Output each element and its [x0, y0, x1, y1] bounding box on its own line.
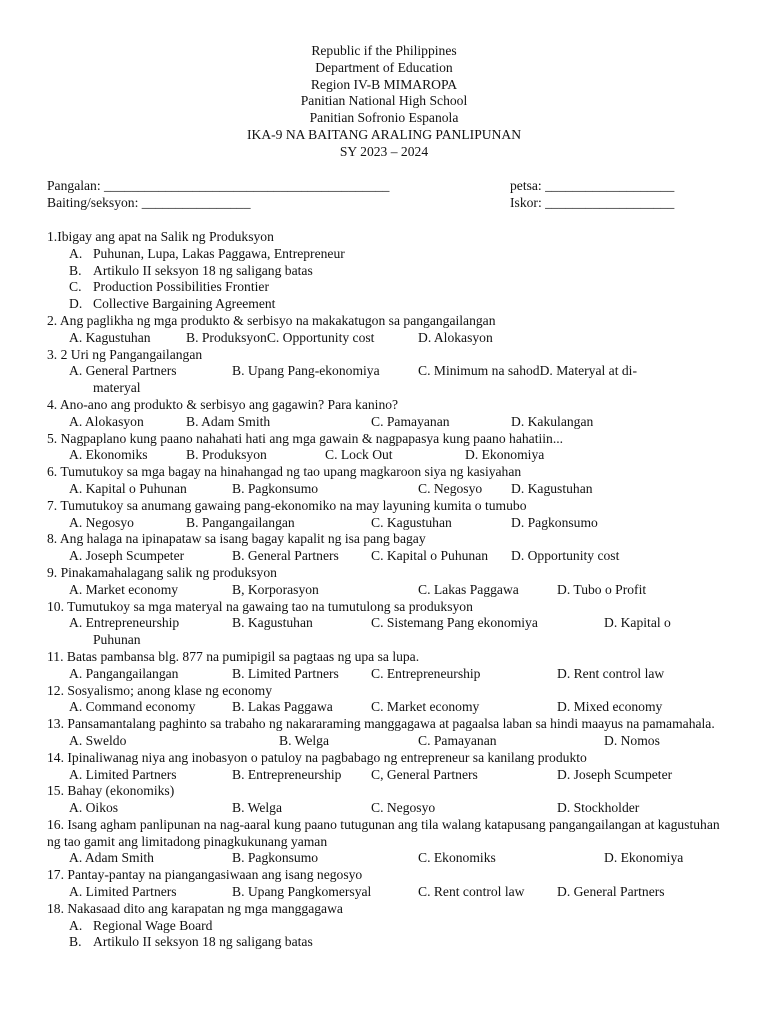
option-a: A. General Partners	[69, 363, 177, 379]
question-12	[47, 683, 727, 717]
option-c-d: C. Minimum na sahodD. Materyal at di-	[418, 363, 637, 379]
option-b: B. Welga	[232, 800, 283, 816]
question-14	[47, 750, 727, 784]
question-16	[47, 817, 727, 867]
document-header	[0, 43, 768, 161]
option-a: A. Limited Partners	[69, 766, 177, 782]
question-text: 12. Sosyalismo; anong klase ng economy	[47, 682, 273, 698]
option-a: A. Kapital o Puhunan	[69, 480, 187, 496]
option-a: A. Market economy	[69, 581, 179, 597]
option-b: B. Upang Pangkomersyal	[232, 884, 372, 900]
option-d: D. General Partners	[557, 884, 665, 900]
option-a: A. Negosyo	[69, 514, 134, 530]
option-c: C. Sistemang Pang ekonomiya	[371, 615, 538, 631]
option-row	[47, 582, 727, 599]
option-d: D. Kakulangan	[511, 413, 594, 429]
option-d: D. Mixed economy	[557, 699, 663, 715]
question-7	[47, 498, 727, 532]
question-text: 5. Nagpaplano kung paano nahahati hati ang mga gawain & nagpapasya kung paano hahatiin...	[47, 430, 564, 446]
option-c: C. Kagustuhan	[371, 514, 452, 530]
option-a: A. Joseph Scumpeter	[69, 548, 185, 564]
option-a: A. Adam Smith	[69, 850, 154, 866]
option-a: A. Limited Partners	[69, 884, 177, 900]
option-a: A. Entrepreneurship	[69, 615, 180, 631]
option-b: B. Limited Partners	[232, 665, 339, 681]
option-b: B. Pagkonsumo	[232, 480, 319, 496]
option-a: A. Kagustuhan	[69, 329, 151, 345]
question-18	[47, 901, 727, 951]
header-line-school-year: SY 2023 – 2024	[339, 143, 429, 159]
option-a: A. Sweldo	[69, 732, 127, 748]
option-b: B. Kagustuhan	[232, 615, 313, 631]
option-a: A. Pangangailangan	[69, 665, 179, 681]
option-b: B. Upang Pang-ekonomiya	[232, 363, 380, 379]
option-b: B. Pagkonsumo	[232, 850, 319, 866]
question-10	[47, 599, 727, 649]
question-text: 8. Ang halaga na ipinapataw sa isang bagay kapalit ng isa pang bagay	[47, 531, 426, 547]
option-row	[47, 447, 727, 464]
option-list	[69, 918, 727, 952]
date-field: petsa: ___________________	[510, 178, 675, 193]
option-d: D. Stockholder	[557, 800, 640, 816]
option-c: C. Market economy	[371, 699, 480, 715]
option-b: B. Pangangailangan	[186, 514, 295, 530]
question-6	[47, 464, 727, 498]
option-d: D. Alokasyon	[418, 329, 493, 345]
option-c: C. Pamayanan	[418, 732, 497, 748]
option-b: B. Adam Smith	[186, 413, 271, 429]
option-d: D. Nomos	[604, 732, 660, 748]
option-continuation: materyal	[93, 380, 141, 396]
question-text: 17. Pantay-pantay na piangangasiwaan ang isang negosyo	[47, 867, 363, 883]
header-line-department: Department of Education	[315, 59, 453, 75]
question-11	[47, 649, 727, 683]
question-text: 13. Pansamantalang paghinto sa trabaho ng nakararaming manggagawa at pagaalsa laban sa hindi maayus na pamamahala.	[47, 716, 715, 732]
option-b: B. Artikulo II seksyon 18 ng saligang batas	[69, 262, 313, 278]
option-row	[47, 615, 727, 649]
option-c: C. Lakas Paggawa	[418, 581, 519, 597]
name-field: Pangalan: __________________________________________	[47, 178, 390, 193]
option-d: D. Joseph Scumpeter	[557, 766, 673, 782]
option-row	[47, 414, 727, 431]
option-row	[47, 363, 727, 397]
option-row	[47, 666, 727, 683]
option-a: A. Oikos	[69, 800, 119, 816]
question-text: 3. 2 Uri ng Pangangailangan	[47, 346, 203, 362]
option-c: C. Entrepreneurship	[371, 665, 481, 681]
question-text: 15. Bahay (ekonomiks)	[47, 783, 175, 799]
question-17	[47, 867, 727, 901]
option-list	[69, 246, 727, 313]
question-text: 4. Ano-ano ang produkto & serbisyo ang gagawin? Para kanino?	[47, 396, 399, 412]
option-c: C. Production Possibilities Frontier	[69, 279, 269, 295]
option-row	[47, 330, 727, 347]
option-c: C. Negosyo	[418, 480, 483, 496]
header-line-school: Panitian National High School	[300, 93, 468, 109]
option-d: D. Rent control law	[557, 665, 665, 681]
option-b: B. Lakas Paggawa	[232, 699, 333, 715]
question-text: 1.Ibigay ang apat na Salik ng Produksyon	[47, 229, 274, 244]
option-a: A. Ekonomiks	[69, 447, 148, 463]
question-text: 2. Ang paglikha ng mga produkto & serbisyo na makakatugon sa pangangailangan	[47, 312, 496, 328]
option-c: C. Negosyo	[371, 800, 436, 816]
question-text: 6. Tumutukoy sa mga bagay na hinahangad ng tao upang magkaroon siya ng kasiyahan	[47, 464, 522, 480]
option-row	[47, 884, 727, 901]
score-field: Iskor: ___________________	[510, 195, 675, 210]
option-a: A. Alokasyon	[69, 413, 144, 429]
option-b: B. Entrepreneurship	[232, 766, 342, 782]
question-15	[47, 783, 727, 817]
option-row	[47, 850, 727, 867]
question-text: 18. Nakasaad dito ang karapatan ng mga manggagawa	[47, 900, 343, 916]
option-row	[47, 548, 727, 565]
question-8	[47, 531, 727, 565]
option-a: A. Puhunan, Lupa, Lakas Paggawa, Entrepreneur	[69, 245, 345, 261]
header-line-republic: Republic if the Philippines	[311, 43, 457, 58]
option-d: D. Pagkonsumo	[511, 514, 598, 530]
option-row	[47, 699, 727, 716]
option-a: A. Command economy	[69, 699, 196, 715]
option-d: D. Collective Bargaining Agreement	[69, 296, 276, 312]
option-a: A. Regional Wage Board	[69, 917, 213, 933]
question-text: 9. Pinakamahalagang salik ng produksyon	[47, 564, 277, 580]
option-b: B. Produksyon	[186, 447, 267, 463]
option-d: D. Tubo o Profit	[557, 581, 647, 597]
question-13	[47, 716, 727, 750]
option-row	[47, 767, 727, 784]
option-row	[47, 481, 727, 498]
header-line-subject: IKA-9 NA BAITANG ARALING PANLIPUNAN	[246, 126, 522, 142]
option-row	[47, 733, 727, 750]
option-row	[47, 800, 727, 817]
option-b: B. Welga	[279, 732, 330, 748]
header-line-annex: Panitian Sofronio Espanola	[309, 110, 459, 126]
option-c: C. Pamayanan	[371, 413, 450, 429]
header-line-region: Region IV-B MIMAROPA	[310, 76, 458, 92]
option-d: D. Ekonomiya	[604, 850, 684, 866]
option-b: B. ProduksyonC. Opportunity cost	[186, 329, 375, 345]
question-text: 10. Tumutukoy sa mga materyal na gawaing tao na tumutulong sa produksyon	[47, 598, 473, 614]
question-text: 14. Ipinaliwanag niya ang inobasyon o patuloy na pagbabago ng entrepreneur sa kanilang produkto	[47, 749, 587, 765]
question-4	[47, 397, 727, 431]
student-info-fields	[47, 178, 727, 212]
question-text: 7. Tumutukoy sa anumang gawaing pang-ekonomiko na may layuning kumita o tumubo	[47, 497, 527, 513]
question-5	[47, 431, 727, 465]
option-b: B. Artikulo II seksyon 18 ng saligang batas	[69, 934, 313, 950]
question-1	[47, 229, 727, 313]
option-c: C. Kapital o Puhunan	[371, 548, 489, 564]
option-continuation: Puhunan	[93, 632, 141, 648]
option-d: D. Opportunity cost	[511, 548, 620, 564]
option-d: D. Ekonomiya	[465, 447, 545, 463]
question-text: 16. Isang agham panlipunan na nag-aaral kung paano tutugunan ang tila walang katapusang pangangailangan at kagustuhan ng tao gamit ang limitadong pinagkukunang yaman	[47, 816, 720, 849]
option-d: D. Kapital o	[604, 615, 671, 631]
option-b: B. General Partners	[232, 548, 339, 564]
question-text: 11. Batas pambansa blg. 877 na pumipigil sa pagtaas ng upa sa lupa.	[47, 648, 420, 664]
option-b: B, Korporasyon	[232, 581, 319, 597]
question-3	[47, 347, 727, 397]
question-2	[47, 313, 727, 347]
option-row	[47, 515, 727, 532]
option-c: C. Ekonomiks	[418, 850, 496, 866]
option-c: C. Lock Out	[325, 447, 393, 463]
question-list	[47, 229, 727, 951]
section-field: Baiting/seksyon: ________________	[47, 195, 251, 210]
question-9	[47, 565, 727, 599]
option-c: C. Rent control law	[418, 884, 525, 900]
option-c: C, General Partners	[371, 766, 478, 782]
option-d: D. Kagustuhan	[511, 480, 593, 496]
